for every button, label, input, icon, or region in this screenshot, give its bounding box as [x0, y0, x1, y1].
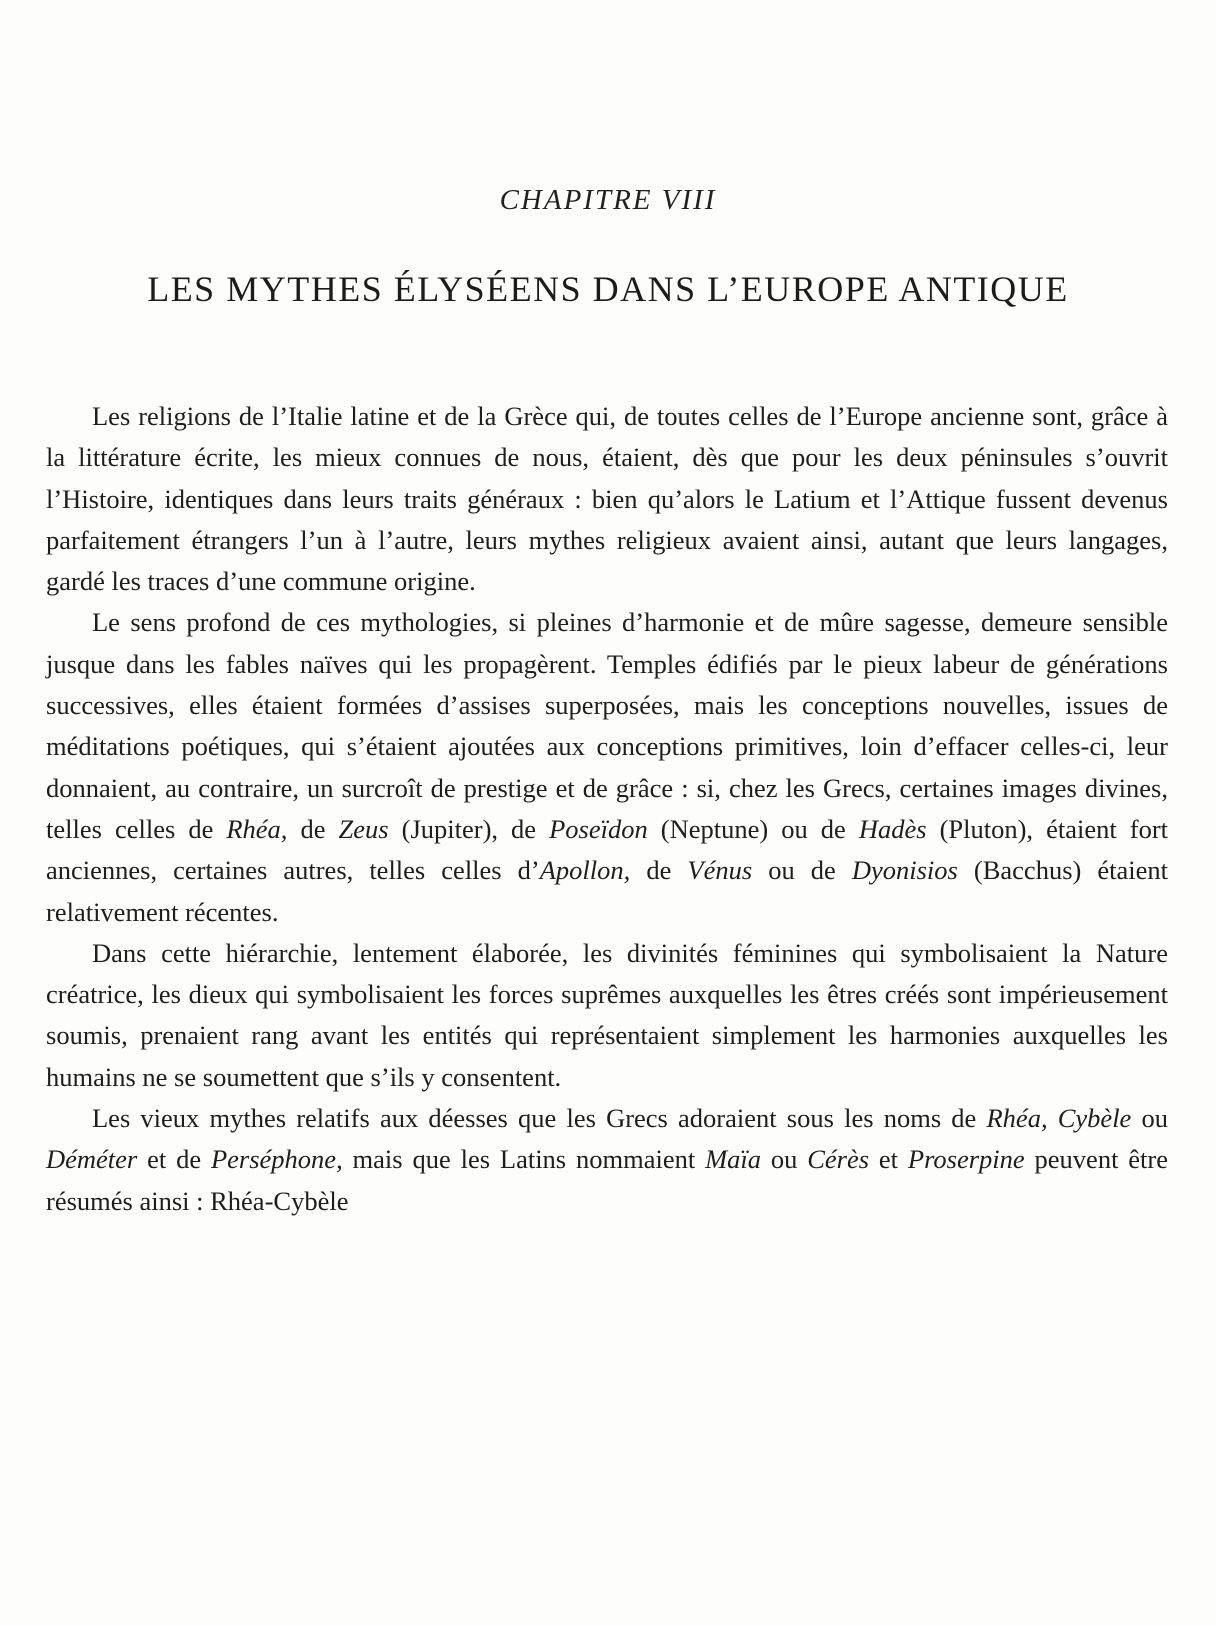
italic-name: Vénus — [687, 855, 753, 886]
text-run: (Pluton), étaient fort anciennes, certaines autres, telles celles d’ — [46, 813, 1169, 886]
text-run: Les vieux mythes relatifs aux déesses que les Grecs adoraient sous les noms de — [92, 1103, 987, 1134]
italic-name: Déméter — [46, 1144, 138, 1175]
text-run — [1048, 1103, 1058, 1133]
italic-name: Zeus — [338, 813, 389, 844]
paragraph — [46, 933, 1168, 1098]
text-run: de — [630, 855, 688, 886]
italic-name: Rhéa, — [226, 813, 288, 844]
italic-name: Maïa — [705, 1144, 762, 1175]
text-run: (Jupiter), de — [388, 813, 550, 844]
text-run: (Neptune) ou de — [647, 813, 859, 844]
text-run: ou — [761, 1144, 808, 1175]
paragraph — [46, 602, 1168, 932]
text-run: (Bacchus) étaient relativement récentes. — [46, 855, 1169, 927]
text-run: peuvent être résumés ainsi : Rhéa-Cybèle — [46, 1144, 1169, 1216]
text-run: Dans cette hiérarchie, lentement élaborée, les divinités féminines qui symbolisaient la Nature créatrice, les dieux qui symbolisaient les forces suprêmes auxquelles les êtres créés sont impérieusement soumis, prenaient rang avant les entités qui représentaient simplement les harmonies auxquelles les humains ne se soumettent que s’ils y consentent. — [46, 937, 1168, 1092]
italic-name: Apollon, — [539, 855, 631, 886]
text-run: mais que les Latins nommaient — [342, 1144, 706, 1175]
text-run: ou de — [752, 855, 852, 886]
paragraph — [46, 1098, 1168, 1222]
text-run: Le sens profond de ces mythologies, si pleines d’harmonie et de mûre sagesse, demeure sensible jusque dans les fables naïves qui les propagèrent. Temples édifiés par le pieux labeur de générations successives, elles étaient formées d’assises superposées, mais les conceptions nouvelles, issues de méditations poétiques, qui s’étaient ajoutées aux conceptions primitives, loin d’effacer celles-ci, leur donnaient, au contraire, un surcroît de prestige et de grâce : si, chez les Grecs, certaines images divines, telles celles de — [46, 607, 1168, 844]
chapter-title: LES MYTHES ÉLYSÉENS DANS L’EUROPE ANTIQUE — [147, 269, 1069, 309]
text-run: Les religions de l’Italie latine et de la Grèce qui, de toutes celles de l’Europe ancienne sont, grâce à la littérature écrite, les mieux connues de nous, étaient, dès que pour les deux péninsules s’ouvrit l’Histoire, identiques dans leurs traits généraux : bien qu’alors le Latium et l’Attique fussent devenus parfaitement étrangers l’un à l’autre, leurs mythes religieux avaient ainsi, autant que leurs langages, gardé les traces d’une commune origine. — [46, 401, 1168, 597]
italic-name: Cérès — [807, 1144, 870, 1175]
italic-name: Perséphone, — [210, 1144, 343, 1175]
text-run: et de — [137, 1144, 211, 1175]
paragraph — [46, 396, 1168, 602]
italic-name: Cybèle — [1057, 1103, 1132, 1134]
text-run: ou — [1131, 1103, 1168, 1134]
text-run: et — [869, 1144, 908, 1175]
italic-name: Hadès — [858, 813, 927, 844]
chapter-label: CHAPITRE VIII — [499, 184, 717, 216]
italic-name: Rhéa, — [986, 1103, 1048, 1134]
text-run: de — [287, 813, 339, 844]
italic-name: Proserpine — [907, 1144, 1025, 1175]
italic-name: Dyonisios — [851, 855, 958, 886]
italic-name: Poseïdon — [549, 813, 648, 844]
body-text — [46, 396, 1168, 1222]
